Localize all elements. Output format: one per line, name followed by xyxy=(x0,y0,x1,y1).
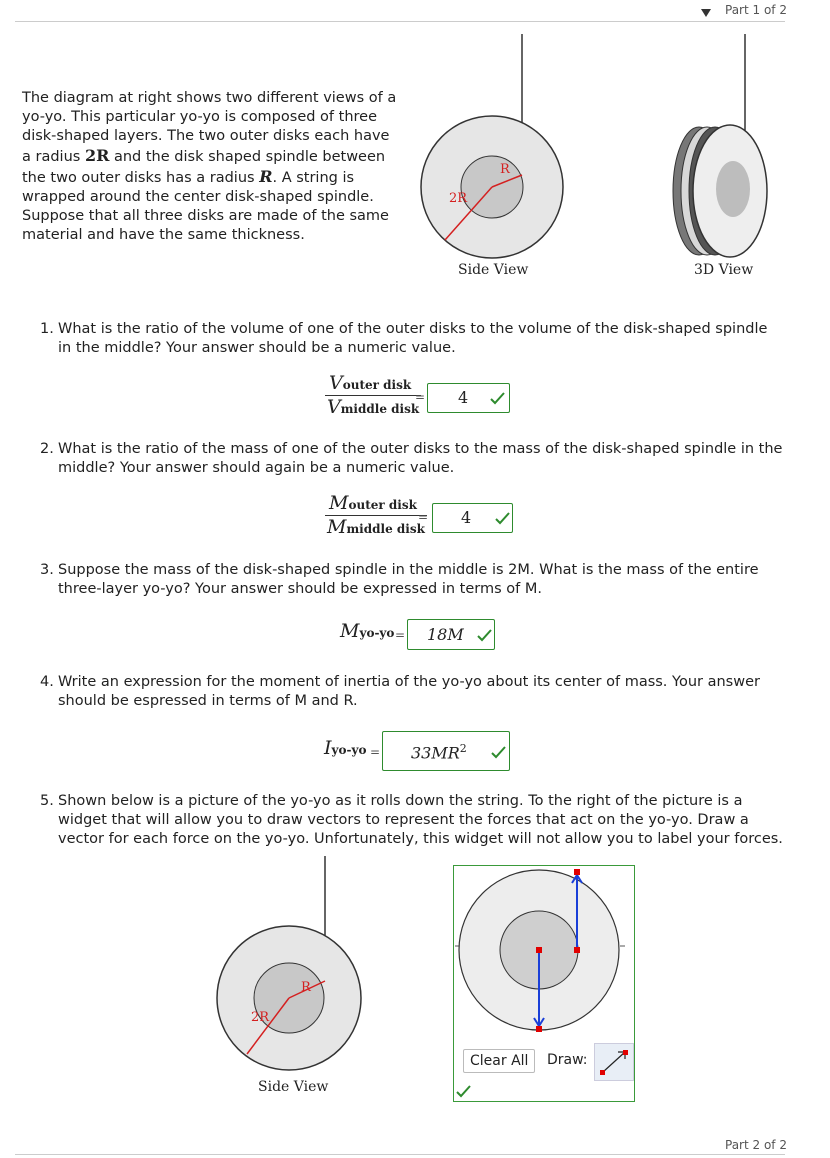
q1-answer-box[interactable] xyxy=(427,383,510,413)
arrow-tool-icon xyxy=(595,1044,633,1080)
2r-label: 2R xyxy=(449,191,468,206)
question-1: 1. What is the ratio of the volume of one of the outer disks to the volume of the disk-shaped spindle in the middle? Your answer should be a numeric value. xyxy=(40,321,768,356)
q4-equals: = xyxy=(370,745,381,759)
q2-equals: = xyxy=(418,510,429,524)
vector-canvas[interactable] xyxy=(454,866,634,1046)
collapse-triangle-icon[interactable] xyxy=(700,4,712,23)
q4-lhs: Iyo-yo xyxy=(324,737,367,759)
3d-view-diagram xyxy=(655,28,775,260)
side-view-diagram-bottom xyxy=(200,850,380,1080)
q4-answer-box[interactable] xyxy=(382,731,510,771)
q2-fraction: Mouter disk Mmiddle disk xyxy=(327,492,425,538)
vector-handle xyxy=(574,947,580,953)
clear-all-button[interactable]: Clear All xyxy=(463,1049,535,1073)
check-icon xyxy=(477,629,492,642)
q2-answer-value: 4 xyxy=(461,508,472,527)
part-label-bottom: Part 2 of 2 xyxy=(725,1138,787,1152)
r-label: R xyxy=(500,162,510,177)
part-label-top: Part 1 of 2 xyxy=(725,3,787,17)
draw-vector-tool[interactable] xyxy=(594,1043,634,1081)
r-label-bottom: R xyxy=(301,980,311,995)
q3-equals: = xyxy=(395,628,406,642)
side-view-diagram xyxy=(405,28,580,260)
vector-handle xyxy=(536,947,542,953)
check-icon xyxy=(456,1085,471,1098)
2r-label-bottom: 2R xyxy=(251,1010,270,1025)
check-icon xyxy=(490,392,505,405)
q3-answer-value: 18M xyxy=(427,625,464,644)
q1-equals: = xyxy=(415,390,426,404)
footer-divider xyxy=(15,1154,785,1155)
3d-view-label: 3D View xyxy=(694,262,754,278)
question-3: 3. Suppose the mass of the disk-shaped spindle in the middle is 2M. What is the mass of the entire three-layer yo-yo? Your answer should be expressed in terms of M. xyxy=(40,562,759,597)
q3-answer-box[interactable] xyxy=(407,619,495,650)
vector-widget[interactable] xyxy=(453,865,635,1102)
check-icon xyxy=(491,746,506,759)
q2-answer-box[interactable] xyxy=(432,503,513,533)
q4-answer-value: $33MR^2$ xyxy=(411,742,467,763)
q1-answer-value: 4 xyxy=(458,388,469,407)
draw-label: Draw: xyxy=(547,1052,588,1068)
q1-fraction: Vouter disk Vmiddle disk xyxy=(327,372,420,418)
q3-lhs: Myo-yo xyxy=(340,620,395,642)
vector-handle xyxy=(574,869,580,875)
vector-handle xyxy=(536,1026,542,1032)
side-view-label-bottom: Side View xyxy=(258,1079,329,1095)
question-2: 2. What is the ratio of the mass of one of the outer disks to the mass of the disk-shaped spindle in the middle? Your answer should again be a numeric value. xyxy=(40,441,783,476)
question-4: 4. Write an expression for the moment of inertia of the yo-yo about its center of mass. Your answer should be espressed in terms of M and R. xyxy=(40,674,760,709)
header-divider xyxy=(15,21,785,22)
question-5: 5. Shown below is a picture of the yo-yo as it rolls down the string. To the right of the picture is a widget that will allow you to draw vectors to represent the forces that act on the yo-yo. Draw a vector for each force on the yo-yo. Unfortunately, this widget will not allow you to label your forces. xyxy=(40,793,783,847)
intro-text: The diagram at right shows two different views of a yo-yo. This particular yo-yo is composed of three disk-shaped layers. The two outer disks each have a radius 2R and the disk shaped spindle between the two outer disks has a radius R. A string is wrapped around the center disk-shaped spindle. Suppose that all three disks are made of the same material and have the same thickness. xyxy=(22,90,397,243)
side-view-label: Side View xyxy=(458,262,529,278)
check-icon xyxy=(495,512,510,525)
